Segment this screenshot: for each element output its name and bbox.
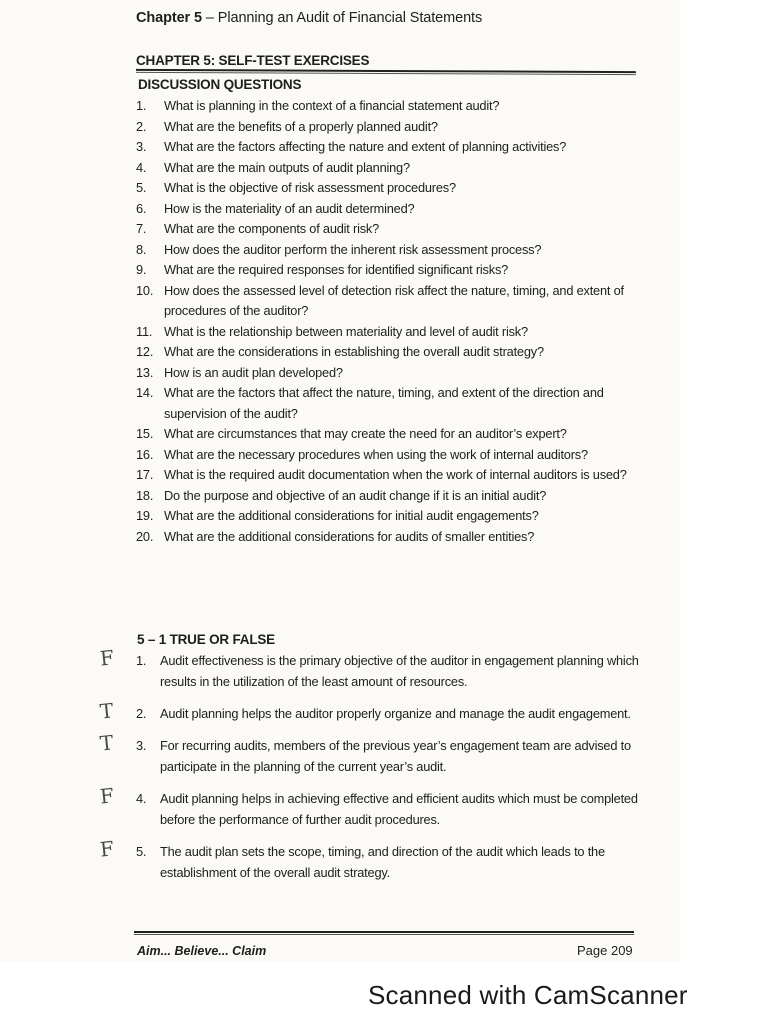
discussion-question-text: What are the required responses for identified significant risks? [164,262,509,277]
footer-divider [134,931,634,935]
scanner-watermark: Scanned with CamScanner [368,980,688,1010]
true-false-item [98,730,641,777]
discussion-question-number: 17. [136,467,154,482]
discussion-question [136,281,641,322]
discussion-question-text: How does the auditor perform the inherent risk assessment process? [164,241,542,257]
discussion-question-number: 2. [136,118,147,134]
discussion-question-text: What is planning in the context of a financial statement audit? [164,98,500,113]
discussion-question-number: 9. [136,262,147,277]
true-false-item-text: Audit effectiveness is the primary objective of the auditor in engagement planning which results in the utilization of the least amount of resources. [160,653,639,689]
discussion-question [136,260,641,281]
chapter-label: Chapter 5 [136,10,202,26]
true-false-item-text: Audit planning helps the auditor properly organize and manage the audit engagement. [160,706,631,721]
discussion-question [136,322,641,343]
section-divider [136,69,636,75]
true-false-item [98,783,641,830]
discussion-question-text: What are the factors affecting the nature and extent of planning activities? [164,139,567,154]
discussion-question-number: 13. [136,364,154,380]
discussion-question-number: 15. [136,426,154,441]
true-false-item [98,645,641,692]
discussion-question-text: What is the required audit documentation when the work of internal auditors is used? [164,467,627,482]
discussion-question-number: 6. [136,200,147,216]
discussion-question-text: What are circumstances that may create the need for an auditor’s expert? [164,426,567,441]
true-false-heading: 5 – 1 TRUE OR FALSE [137,632,275,647]
discussion-question-number: 18. [136,487,154,503]
discussion-question-list [136,96,641,547]
discussion-question-text: Do the purpose and objective of an audit change if it is an initial audit? [164,487,547,503]
discussion-question-text: What are the factors that affect the nature, timing, and extent of the direction and supervision of the audit? [164,385,604,421]
discussion-question-number: 19. [136,508,154,523]
section-title: CHAPTER 5: SELF-TEST EXERCISES [136,53,370,68]
discussion-question [136,199,641,220]
handwritten-answer-mark: F [98,783,115,809]
handwritten-answer-mark: F [98,836,115,862]
true-false-item-text: For recurring audits, members of the previous year’s engagement team are advised to participate in the planning of the current year’s audit. [160,738,631,774]
discussion-question [136,219,641,240]
discussion-question-text: What are the additional considerations for initial audit engagements? [164,508,539,523]
true-false-item-number: 3. [136,738,147,753]
discussion-question-number: 16. [136,446,154,462]
true-false-item-number: 2. [136,706,147,721]
discussion-question-number: 7. [136,221,147,236]
discussion-question-number: 14. [136,385,154,400]
discussion-question [136,137,641,158]
discussion-question-text: How is an audit plan developed? [164,364,343,380]
discussion-question-number: 11. [136,323,153,339]
true-false-item-number: 4. [136,791,147,806]
discussion-question-text: How does the assessed level of detection risk affect the nature, timing, and extent of procedures of the auditor? [164,282,624,318]
discussion-question-number: 1. [136,98,147,113]
discussion-question [136,383,641,424]
true-false-item [98,836,641,883]
discussion-question [136,527,641,548]
discussion-question-text: What is the relationship between materiality and level of audit risk? [164,323,528,339]
discussion-question-number: 20. [136,528,154,544]
discussion-question-text: What are the necessary procedures when using the work of internal auditors? [164,446,588,462]
discussion-question-text: What are the main outputs of audit planning? [164,159,410,175]
discussion-question [136,178,641,199]
discussion-question-number: 5. [136,180,147,195]
discussion-question-number: 4. [136,159,147,175]
discussion-question [136,342,641,363]
handwritten-answer-mark: T [98,698,115,724]
discussion-question [136,424,641,445]
true-false-item-number: 5. [136,844,147,859]
discussion-question-text: What are the benefits of a properly planned audit? [164,118,438,134]
discussion-question [136,240,641,261]
footer-motto: Aim... Believe... Claim [137,944,267,958]
true-false-item-text: The audit plan sets the scope, timing, and direction of the audit which leads to the establishment of the overall audit strategy. [160,844,605,880]
discussion-question-number: 12. [136,344,154,359]
discussion-question [136,117,641,138]
discussion-question-text: What are the components of audit risk? [164,221,380,236]
running-header [136,10,482,26]
discussion-question [136,506,641,527]
discussion-question [136,486,641,507]
discussion-question [136,158,641,179]
discussion-question-text: How is the materiality of an audit determined? [164,200,415,216]
handwritten-answer-mark: F [98,645,115,671]
discussion-question-text: What are the additional considerations for audits of smaller entities? [164,528,535,544]
discussion-heading: DISCUSSION QUESTIONS [138,77,302,92]
handwritten-answer-mark: T [98,730,115,756]
discussion-question-number: 10. [136,282,154,298]
discussion-question [136,445,641,466]
true-false-item-text: Audit planning helps in achieving effective and efficient audits which must be completed before the performance of further audit procedures. [160,791,638,827]
discussion-question-text: What are the considerations in establishing the overall audit strategy? [164,344,544,359]
discussion-question [136,96,641,117]
discussion-question-number: 3. [136,139,147,154]
true-false-item [98,698,641,724]
discussion-question [136,363,641,384]
chapter-title: – Planning an Audit of Financial Statements [201,10,483,26]
discussion-question [136,465,641,486]
true-false-list [98,645,641,894]
page-number: Page 209 [577,943,633,958]
true-false-item-number: 1. [136,653,147,668]
discussion-question-number: 8. [136,241,147,257]
discussion-question-text: What is the objective of risk assessment procedures? [164,180,456,195]
